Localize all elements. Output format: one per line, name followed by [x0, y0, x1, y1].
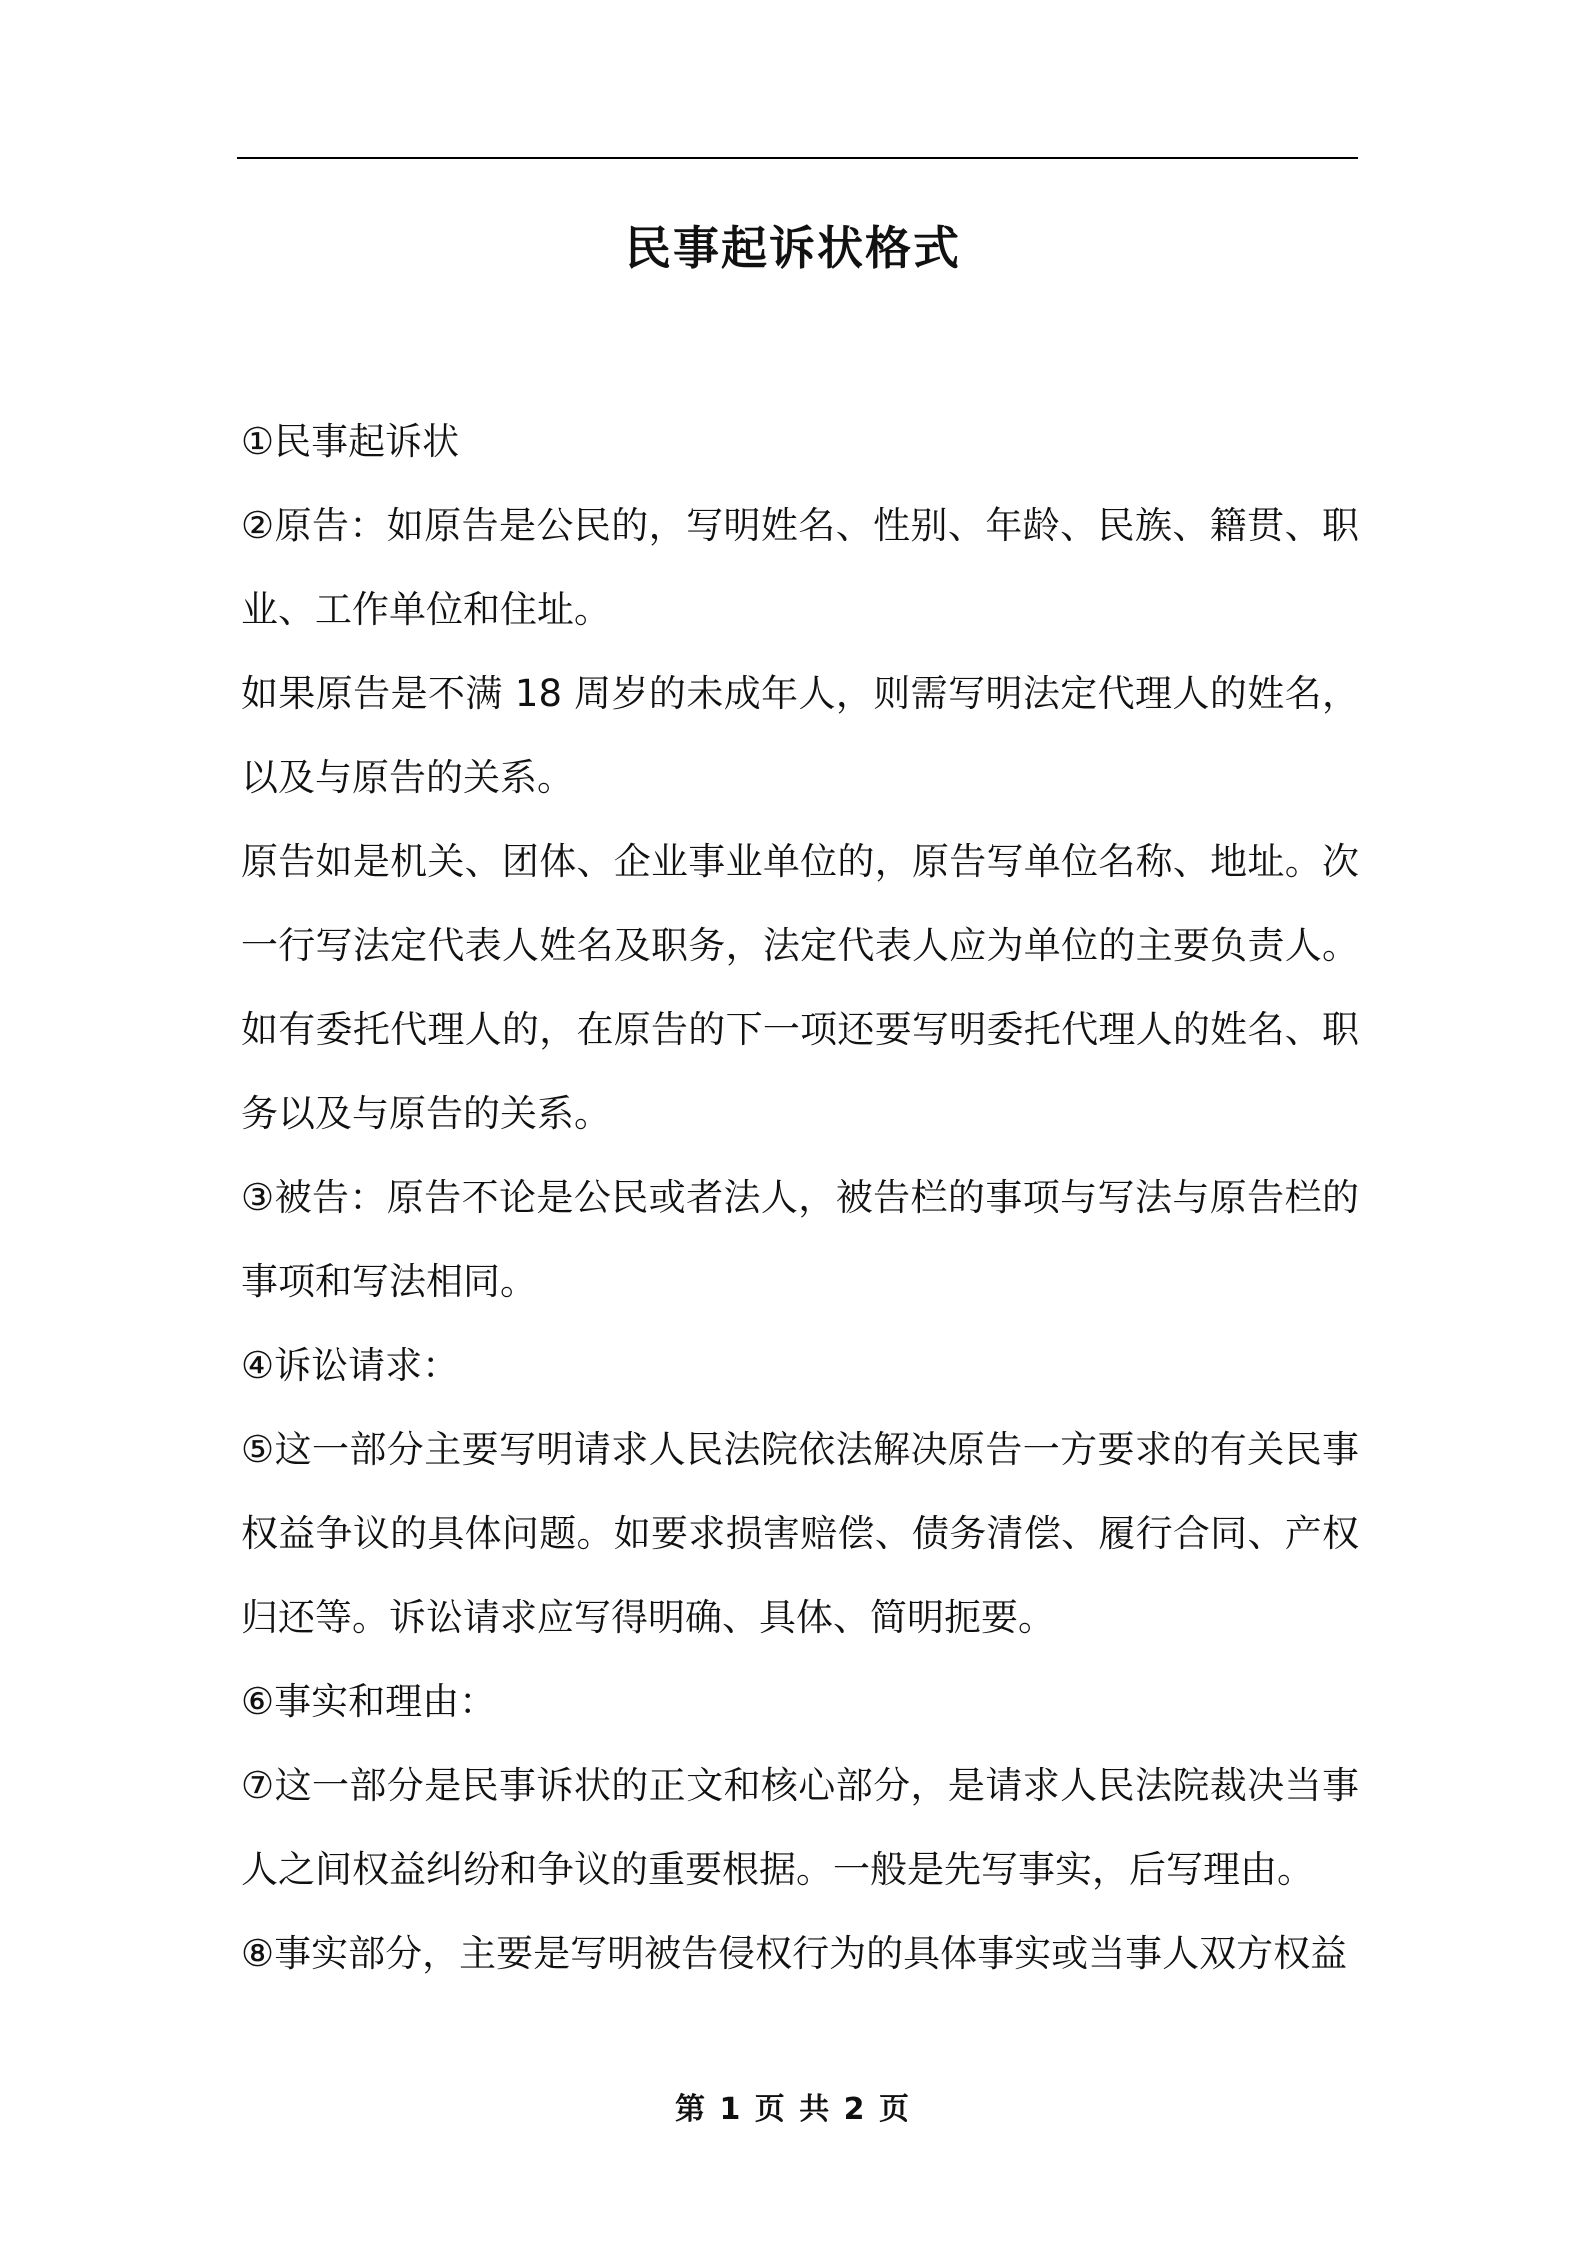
paragraph: ②原告：如原告是公民的，写明姓名、性别、年龄、民族、籍贯、职业、工作单位和住址。	[241, 504, 1359, 631]
document-body	[241, 400, 1359, 1996]
paragraph: ⑥事实和理由：	[241, 1680, 497, 1723]
paragraph: ④诉讼请求：	[241, 1344, 460, 1387]
paragraph: ⑦这一部分是民事诉状的正文和核心部分，是请求人民法院裁决当事人之间权益纠纷和争议的重要根据。一般是先写事实，后写理由。	[241, 1764, 1359, 1891]
paragraph: ③被告：原告不论是公民或者法人，被告栏的事项与写法与原告栏的事项和写法相同。	[241, 1176, 1359, 1303]
header-divider	[237, 157, 1358, 159]
paragraph: ⑧事实部分，主要是写明被告侵权行为的具体事实或当事人双方权益	[241, 1932, 1348, 1975]
paragraph: ①民事起诉状	[241, 420, 460, 463]
paragraph: ⑤这一部分主要写明请求人民法院依法解决原告一方要求的有关民事权益争议的具体问题。如要求损害赔偿、债务清偿、履行合同、产权归还等。诉讼请求应写得明确、具体、简明扼要。	[241, 1428, 1359, 1639]
paragraph: 原告如是机关、团体、企业事业单位的，原告写单位名称、地址。次一行写法定代表人姓名及职务，法定代表人应为单位的主要负责人。如有委托代理人的，在原告的下一项还要写明委托代理人的姓名、职务以及与原告的关系。	[241, 840, 1359, 1135]
paragraph: 如果原告是不满 18 周岁的未成年人，则需写明法定代理人的姓名，以及与原告的关系。	[241, 672, 1359, 799]
document-title: 民事起诉状格式	[625, 221, 961, 275]
page-number-footer: 第 1 页 共 2 页	[675, 2092, 911, 2127]
